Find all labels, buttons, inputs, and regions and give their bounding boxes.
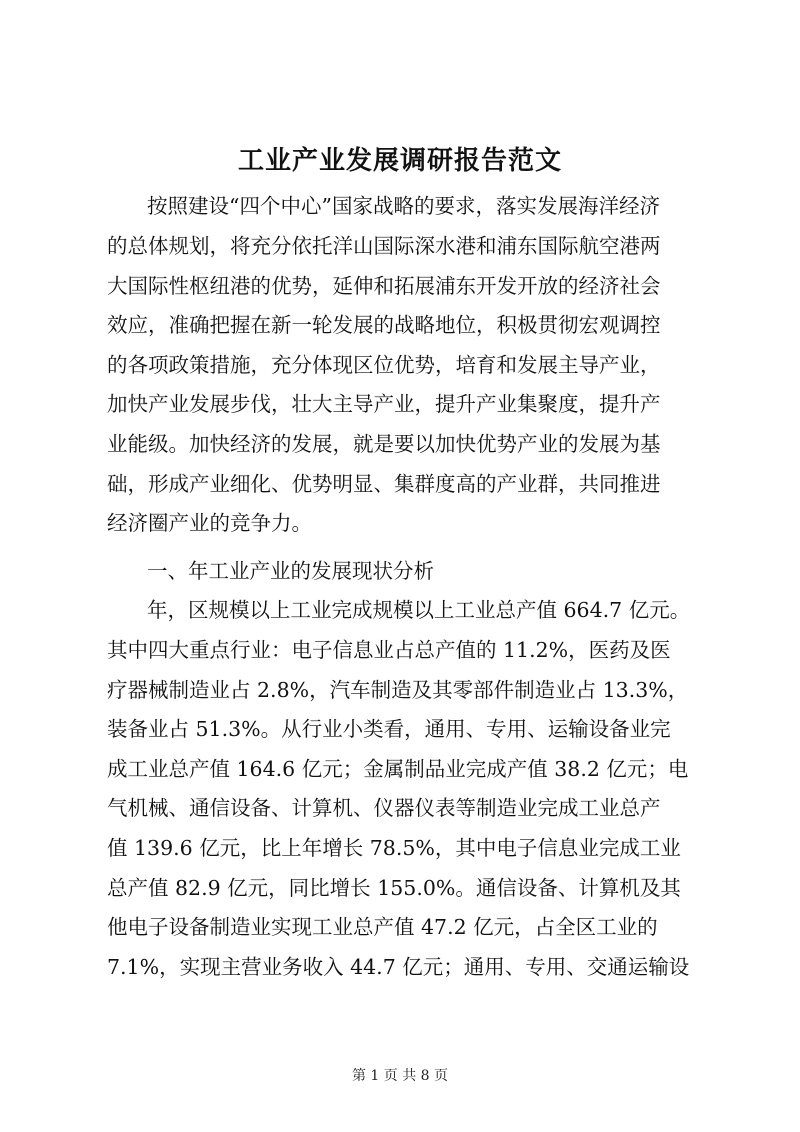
body-line: 加快产业发展步伐，壮大主导产业，提升产业集聚度，提升产 bbox=[107, 392, 661, 416]
body-line: 气机械、通信设备、计算机、仪器仪表等制造业完成工业总产 bbox=[107, 796, 661, 820]
body-line: 7.1%，实现主营业务收入 44.7 亿元；通用、专用、交通运输设 bbox=[107, 955, 690, 979]
section-heading: 一、年工业产业的发展现状分析 bbox=[147, 559, 434, 583]
body-line: 效应，准确把握在新一轮发展的战略地位，积极贯彻宏观调控 bbox=[107, 313, 661, 337]
page-number: 第 1 页 共 8 页 bbox=[351, 1068, 449, 1084]
body-line: 础，形成产业细化、优势明显、集群度高的产业群，共同推进 bbox=[107, 472, 661, 496]
body-line: 经济圈产业的竞争力。 bbox=[107, 511, 312, 535]
body-line: 总产值 82.9 亿元，同比增长 155.0%。通信设备、计算机及其 bbox=[107, 876, 681, 900]
body-line: 的各项政策措施，充分体现区位优势，培育和发展主导产业， bbox=[107, 353, 661, 377]
document-title: 工业产业发展调研报告范文 bbox=[237, 146, 562, 176]
body-line: 按照建设“四个中心”国家战略的要求，落实发展海洋经济 bbox=[147, 194, 660, 218]
body-line: 的总体规划，将充分依托洋山国际深水港和浦东国际航空港两 bbox=[107, 234, 661, 258]
body-line: 业能级。加快经济的发展，就是要以加快优势产业的发展为基 bbox=[107, 432, 661, 456]
body-line: 值 139.6 亿元，比上年增长 78.5%，其中电子信息业完成工业 bbox=[107, 836, 681, 860]
body-line: 疗器械制造业占 2.8%，汽车制造及其零部件制造业占 13.3%， bbox=[107, 678, 689, 702]
body-line: 装备业占 51.3%。从行业小类看，通用、专用、运输设备业完 bbox=[107, 717, 671, 741]
body-line: 他电子设备制造业实现工业总产值 47.2 亿元，占全区工业的 bbox=[107, 915, 658, 939]
body-line: 年，区规模以上工业完成规模以上工业总产值 664.7 亿元。 bbox=[147, 598, 691, 622]
body-line: 其中四大重点行业：电子信息业占总产值的 11.2%，医药及医 bbox=[107, 638, 671, 662]
body-line: 大国际性枢纽港的优势，延伸和拓展浦东开发开放的经济社会 bbox=[107, 274, 661, 298]
body-line: 成工业总产值 164.6 亿元；金属制品业完成产值 38.2 亿元；电 bbox=[107, 757, 689, 781]
